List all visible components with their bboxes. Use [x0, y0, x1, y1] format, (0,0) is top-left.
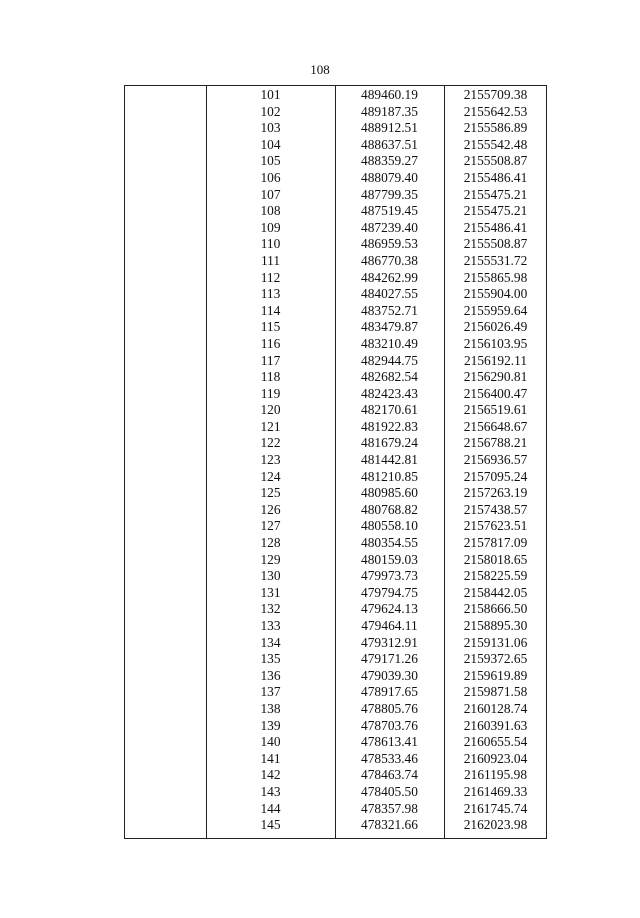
y-coordinate-cell: 2155642.53	[463, 103, 528, 119]
point-number-cell: 114	[260, 302, 281, 318]
x-coordinate-cell: 478917.65	[361, 684, 418, 700]
point-number-cell: 119	[260, 385, 281, 401]
y-coordinate-cell: 2158895.30	[463, 618, 528, 633]
table-row	[125, 303, 546, 320]
x-coordinate-cell: 483210.49	[361, 335, 418, 351]
y-coordinate-cell: 2161469.33	[463, 783, 528, 799]
table-row	[125, 469, 546, 486]
y-coordinate-cell: 2155475.21	[463, 203, 528, 219]
table-row	[125, 668, 546, 685]
point-number-cell: 138	[260, 700, 281, 716]
x-coordinate-cell: 481922.83	[361, 418, 418, 434]
point-number-cell: 141	[260, 750, 281, 766]
y-coordinate-cell: 2158018.65	[463, 551, 528, 567]
y-coordinate-cell: 2160128.74	[463, 700, 528, 716]
x-coordinate-cell: 489460.19	[361, 87, 418, 102]
table-row	[125, 585, 546, 602]
x-coordinate-cell: 479171.26	[361, 651, 418, 667]
table-row	[125, 386, 546, 403]
y-coordinate-cell: 2155486.41	[463, 169, 528, 185]
point-number-cell: 128	[260, 535, 281, 551]
point-number-cell: 139	[260, 717, 281, 733]
x-coordinate-cell: 478463.74	[361, 767, 418, 783]
x-coordinate-cell: 478703.76	[361, 717, 418, 733]
table-row	[125, 684, 546, 701]
table-row	[125, 718, 546, 735]
x-coordinate-cell: 488637.51	[361, 136, 418, 152]
point-number-cell: 145	[260, 817, 281, 833]
y-coordinate-cell: 2162023.98	[463, 817, 528, 833]
x-coordinate-cell: 479039.30	[361, 667, 418, 683]
table-row	[125, 502, 546, 519]
point-number-cell: 143	[260, 783, 281, 799]
table-row	[125, 120, 546, 137]
point-number-cell: 124	[260, 468, 281, 484]
point-number-cell: 115	[260, 319, 281, 335]
x-coordinate-cell: 489187.35	[361, 103, 418, 119]
table-row	[125, 518, 546, 535]
y-coordinate-cell: 2156026.49	[463, 319, 528, 335]
point-number-cell: 116	[260, 335, 281, 351]
point-number-cell: 121	[260, 418, 281, 434]
y-coordinate-cell: 2156290.81	[463, 369, 528, 385]
y-coordinate-cell: 2155959.64	[463, 302, 528, 318]
table-row	[125, 270, 546, 287]
point-number-cell: 112	[260, 269, 281, 285]
y-coordinate-cell: 2157095.24	[463, 468, 528, 484]
x-coordinate-cell: 478533.46	[361, 750, 418, 766]
page-number: 108	[310, 62, 330, 77]
y-coordinate-cell: 2156648.67	[463, 418, 528, 434]
point-number-cell: 113	[260, 286, 281, 302]
point-number-cell: 117	[260, 352, 281, 368]
point-number-cell: 105	[260, 153, 281, 169]
table-row	[125, 767, 546, 784]
point-number-cell: 125	[260, 485, 281, 501]
y-coordinate-cell: 2157623.51	[463, 518, 528, 534]
x-coordinate-cell: 484027.55	[361, 286, 418, 302]
point-number-cell: 132	[260, 601, 281, 617]
x-coordinate-cell: 486959.53	[361, 236, 418, 252]
y-coordinate-cell: 2156936.57	[463, 452, 528, 468]
point-number-cell: 142	[260, 767, 281, 783]
y-coordinate-cell: 2155508.87	[463, 236, 528, 252]
x-coordinate-cell: 480558.10	[361, 518, 418, 534]
y-coordinate-cell: 2157817.09	[463, 535, 528, 551]
point-number-cell: 126	[260, 501, 281, 517]
point-number-cell: 144	[260, 800, 281, 816]
y-coordinate-cell: 2158442.05	[463, 584, 528, 600]
x-coordinate-cell: 478321.66	[361, 817, 418, 833]
y-coordinate-cell: 2155586.89	[463, 120, 528, 136]
y-coordinate-cell: 2155709.38	[463, 87, 528, 102]
y-coordinate-cell: 2159619.89	[463, 667, 528, 683]
table-body	[125, 87, 546, 834]
x-coordinate-cell: 483479.87	[361, 319, 418, 335]
x-coordinate-cell: 482682.54	[361, 369, 418, 385]
point-number-cell: 102	[260, 103, 281, 119]
table-row	[125, 618, 546, 635]
point-number-cell: 103	[260, 120, 281, 136]
table-row	[125, 784, 546, 801]
x-coordinate-cell: 479973.73	[361, 568, 418, 584]
table-row	[125, 535, 546, 552]
point-number-cell: 122	[260, 435, 281, 451]
table-row	[125, 187, 546, 204]
point-number-cell: 127	[260, 518, 281, 534]
point-number-cell: 110	[260, 236, 281, 252]
table-row	[125, 568, 546, 585]
y-coordinate-cell: 2156192.11	[463, 352, 528, 368]
point-number-cell: 109	[260, 219, 281, 235]
y-coordinate-cell: 2160391.63	[463, 717, 528, 733]
y-coordinate-cell: 2160923.04	[463, 750, 528, 766]
point-number-cell: 140	[260, 734, 281, 750]
point-number-cell: 133	[260, 618, 281, 633]
x-coordinate-cell: 482944.75	[361, 352, 418, 368]
y-coordinate-cell: 2156400.47	[463, 385, 528, 401]
point-number-cell: 111	[260, 252, 281, 268]
table-row	[125, 153, 546, 170]
x-coordinate-cell: 478805.76	[361, 700, 418, 716]
y-coordinate-cell: 2157438.57	[463, 501, 528, 517]
point-number-cell: 135	[260, 651, 281, 667]
x-coordinate-cell: 480159.03	[361, 551, 418, 567]
x-coordinate-cell: 488912.51	[361, 120, 418, 136]
table-row	[125, 435, 546, 452]
y-coordinate-cell: 2161745.74	[463, 800, 528, 816]
x-coordinate-cell: 480768.82	[361, 501, 418, 517]
point-number-cell: 129	[260, 551, 281, 567]
x-coordinate-cell: 478405.50	[361, 783, 418, 799]
table-row	[125, 751, 546, 768]
x-coordinate-cell: 481442.81	[361, 452, 418, 468]
point-number-cell: 104	[260, 136, 281, 152]
table-row	[125, 402, 546, 419]
x-coordinate-cell: 488079.40	[361, 169, 418, 185]
y-coordinate-cell: 2156103.95	[463, 335, 528, 351]
point-number-cell: 131	[260, 584, 281, 600]
y-coordinate-cell: 2159372.65	[463, 651, 528, 667]
table-row	[125, 452, 546, 469]
table-row	[125, 552, 546, 569]
x-coordinate-cell: 488359.27	[361, 153, 418, 169]
x-coordinate-cell: 483752.71	[361, 302, 418, 318]
y-coordinate-cell: 2159871.58	[463, 684, 528, 700]
y-coordinate-cell: 2155904.00	[463, 286, 528, 302]
y-coordinate-cell: 2160655.54	[463, 734, 528, 750]
x-coordinate-cell: 481679.24	[361, 435, 418, 451]
table-row	[125, 419, 546, 436]
y-coordinate-cell: 2158666.50	[463, 601, 528, 617]
x-coordinate-cell: 479624.13	[361, 601, 418, 617]
point-number-cell: 137	[260, 684, 281, 700]
point-number-cell: 123	[260, 452, 281, 468]
table-row	[125, 651, 546, 668]
x-coordinate-cell: 480354.55	[361, 535, 418, 551]
y-coordinate-cell: 2155542.48	[463, 136, 528, 152]
y-coordinate-cell: 2155475.21	[463, 186, 528, 202]
table-row	[125, 286, 546, 303]
table-row	[125, 137, 546, 154]
table-row	[125, 253, 546, 270]
table-row	[125, 485, 546, 502]
table-row	[125, 369, 546, 386]
x-coordinate-cell: 487519.45	[361, 203, 418, 219]
coordinates-table	[124, 85, 547, 839]
y-coordinate-cell: 2155865.98	[463, 269, 528, 285]
point-number-cell: 107	[260, 186, 281, 202]
x-coordinate-cell: 478613.41	[361, 734, 418, 750]
table-row	[125, 170, 546, 187]
table-row	[125, 353, 546, 370]
x-coordinate-cell: 484262.99	[361, 269, 418, 285]
y-coordinate-cell: 2158225.59	[463, 568, 528, 584]
table-row	[125, 87, 546, 104]
x-coordinate-cell: 479794.75	[361, 584, 418, 600]
x-coordinate-cell: 478357.98	[361, 800, 418, 816]
table-row	[125, 220, 546, 237]
x-coordinate-cell: 479464.11	[361, 618, 418, 633]
y-coordinate-cell: 2161195.98	[463, 767, 528, 783]
point-number-cell: 120	[260, 402, 281, 418]
x-coordinate-cell: 486770.38	[361, 252, 418, 268]
x-coordinate-cell: 481210.85	[361, 468, 418, 484]
x-coordinate-cell: 480985.60	[361, 485, 418, 501]
x-coordinate-cell: 479312.91	[361, 634, 418, 650]
x-coordinate-cell: 482423.43	[361, 385, 418, 401]
y-coordinate-cell: 2155508.87	[463, 153, 528, 169]
point-number-cell: 108	[260, 203, 281, 219]
table-row	[125, 635, 546, 652]
table-row	[125, 336, 546, 353]
table-row	[125, 701, 546, 718]
y-coordinate-cell: 2159131.06	[463, 634, 528, 650]
point-number-cell: 134	[260, 634, 281, 650]
table-row	[125, 104, 546, 121]
table-row	[125, 734, 546, 751]
point-number-cell: 136	[260, 667, 281, 683]
table-row	[125, 203, 546, 220]
x-coordinate-cell: 482170.61	[361, 402, 418, 418]
y-coordinate-cell: 2155531.72	[463, 252, 528, 268]
point-number-cell: 106	[260, 169, 281, 185]
table-row	[125, 236, 546, 253]
table-row	[125, 601, 546, 618]
x-coordinate-cell: 487239.40	[361, 219, 418, 235]
table-row	[125, 801, 546, 818]
point-number-cell: 118	[260, 369, 281, 385]
y-coordinate-cell: 2157263.19	[463, 485, 528, 501]
table-row	[125, 319, 546, 336]
y-coordinate-cell: 2156519.61	[463, 402, 528, 418]
y-coordinate-cell: 2155486.41	[463, 219, 528, 235]
y-coordinate-cell: 2156788.21	[463, 435, 528, 451]
point-number-cell: 130	[260, 568, 281, 584]
table-row	[125, 817, 546, 834]
x-coordinate-cell: 487799.35	[361, 186, 418, 202]
point-number-cell: 101	[260, 87, 281, 102]
